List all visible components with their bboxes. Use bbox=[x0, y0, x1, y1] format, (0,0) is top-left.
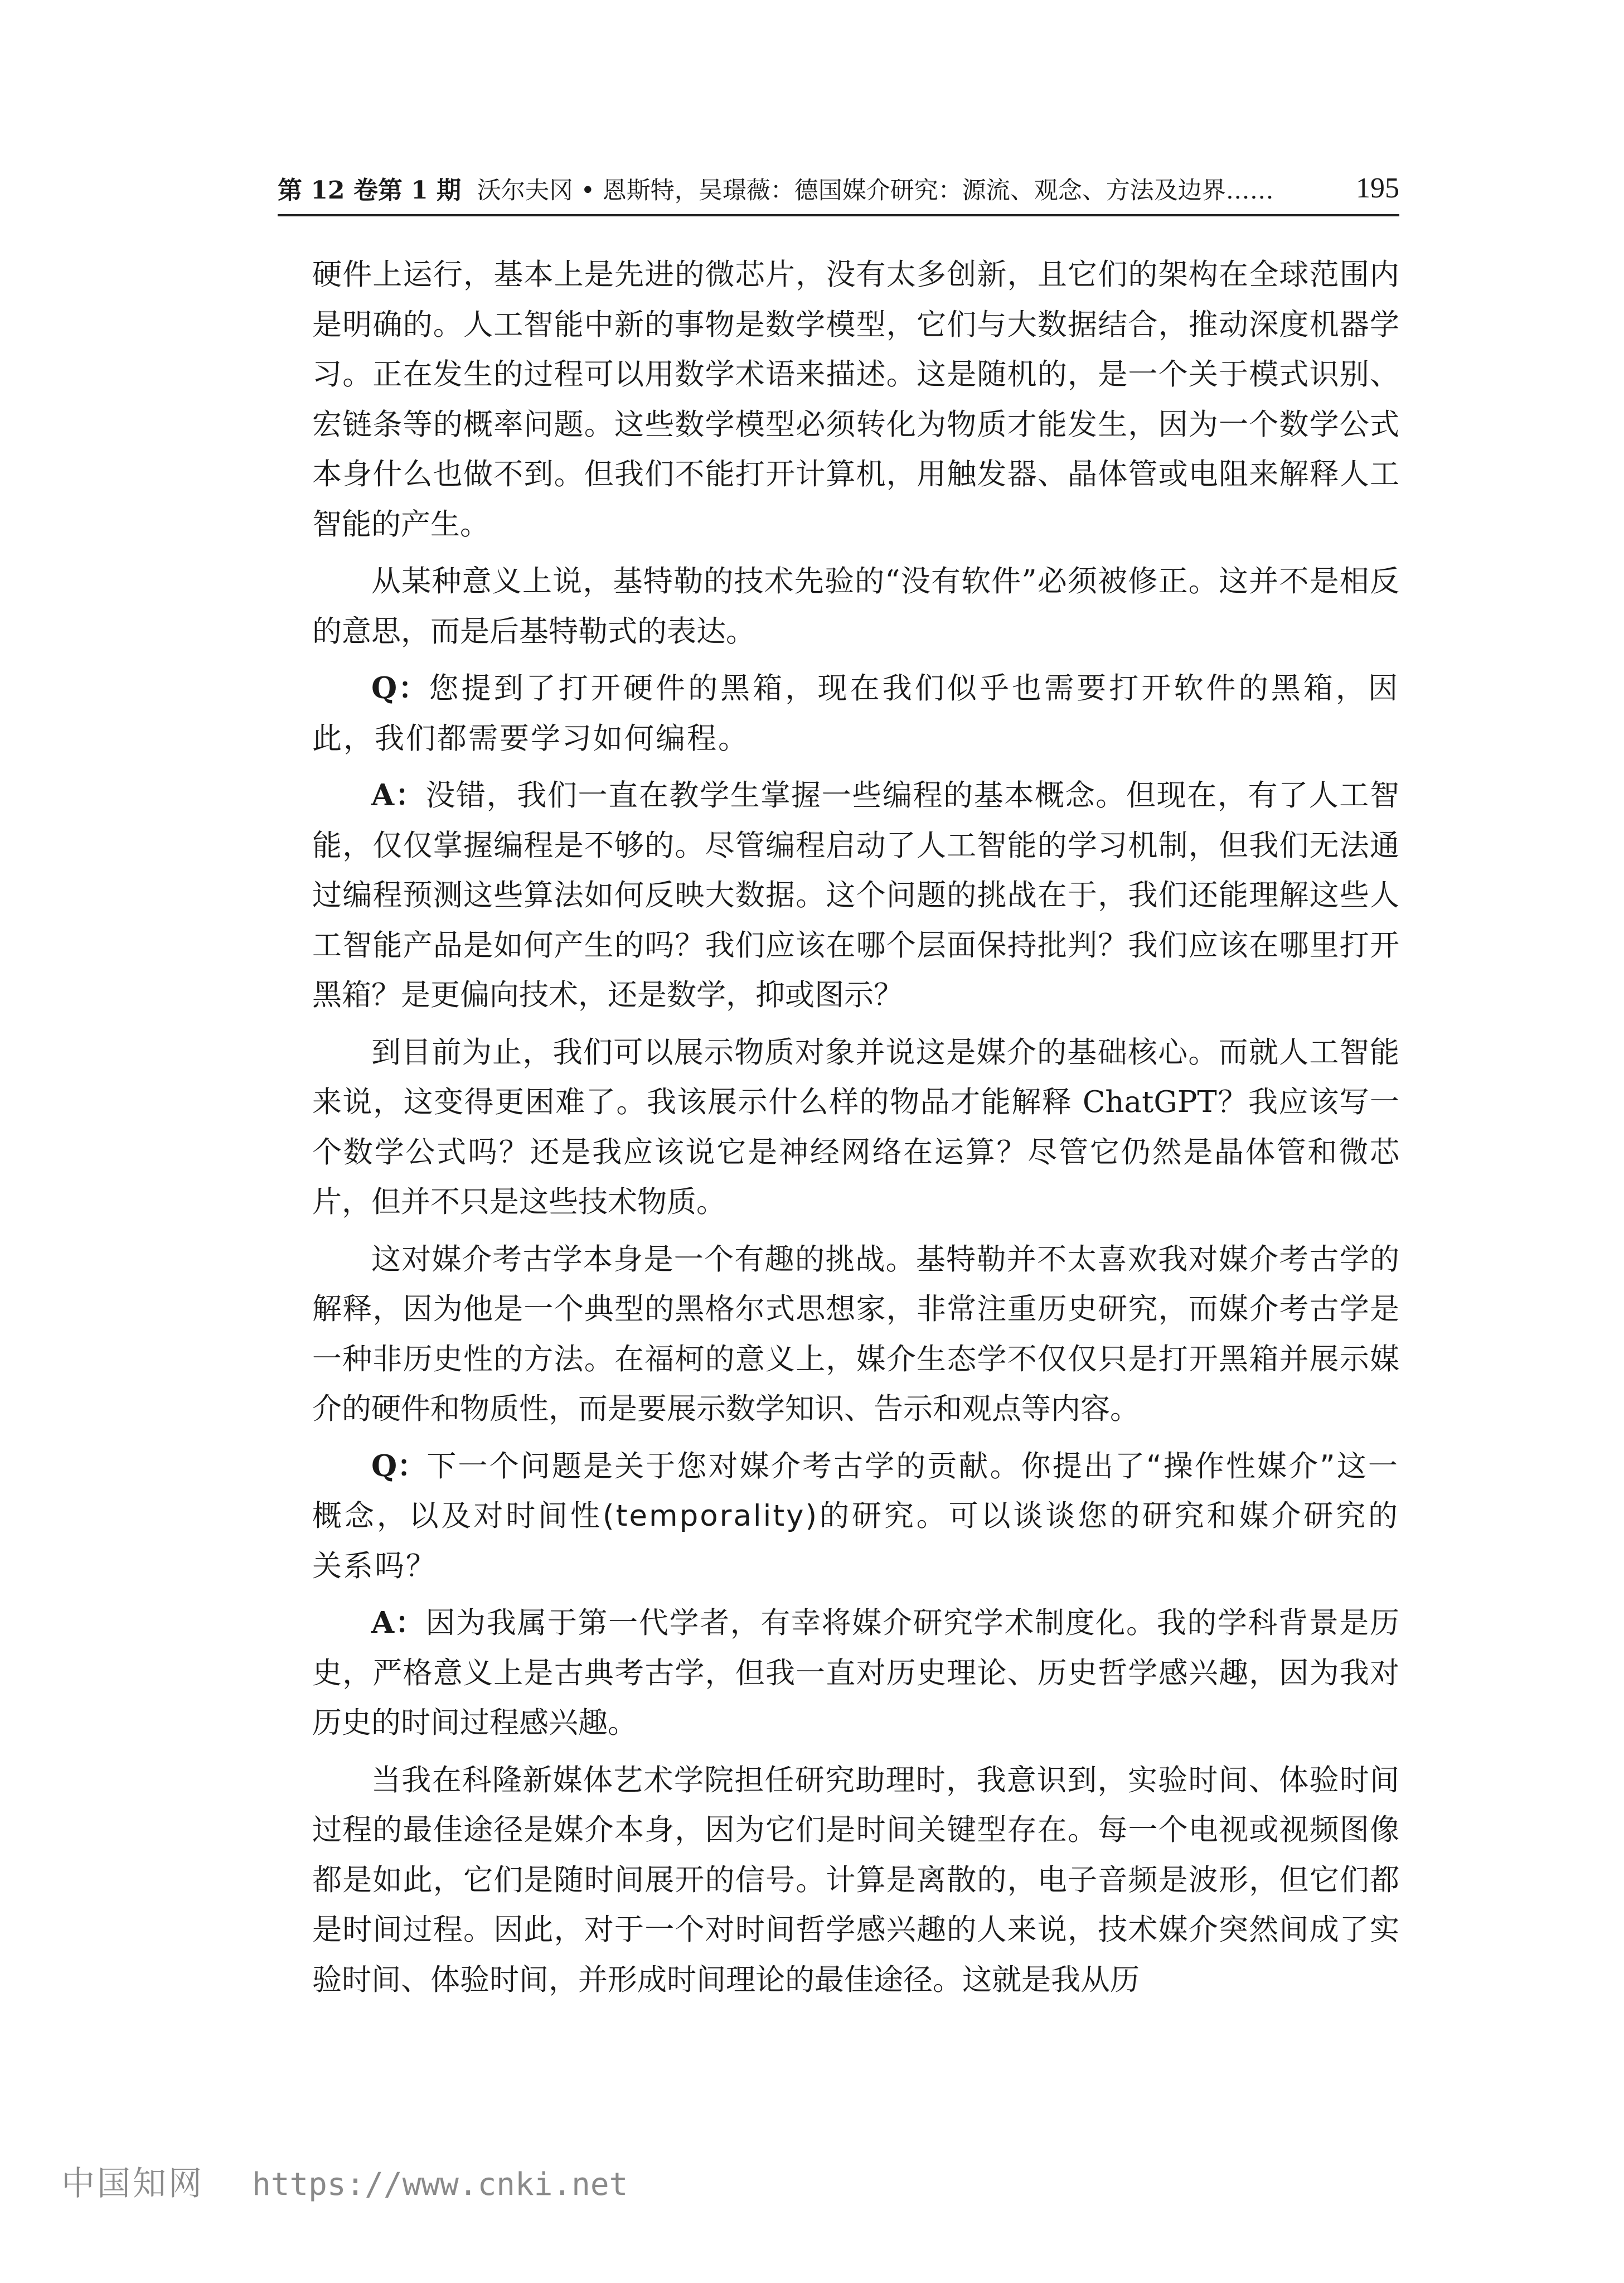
running-header bbox=[278, 167, 1399, 216]
paragraph bbox=[312, 557, 1399, 656]
paragraph-text: 当我在科隆新媒体艺术学院担任研究助理时，我意识到，实验时间、体验时间过程的最佳途径是媒介本身，因为它们是时间关键型存在。每一个电视或视频图像都是如此，它们是随时间展开的信号。计算是离散的，电子音频是波形，但它们都是时间过程。因此，对于一个对时间哲学感兴趣的人来说，技术媒介突然间成了实验时间、体验时间，并形成时间理论的最佳途径。这就是我从历 bbox=[312, 1763, 1399, 1997]
article-running-title: 沃尔夫冈 • 恩斯特，吴璟薇：德国媒介研究：源流、观念、方法及边界…… bbox=[477, 177, 1274, 205]
cnki-url[interactable]: https://www.cnki.net bbox=[252, 2166, 628, 2203]
answer-text: 没错，我们一直在教学生掌握一些编程的基本概念。但现在，有了人工智能，仅仅掌握编程是不够的。尽管编程启动了人工智能的学习机制，但我们无法通过编程预测这些算法如何反映大数据。这个问题的挑战在于，我们还能理解这些人工智能产品是如何产生的吗？我们应该在哪个层面保持批判？我们应该在哪里打开黑箱？是更偏向技术，还是数学，抑或图示？ bbox=[312, 778, 1399, 1012]
answer-marker: A： bbox=[371, 1605, 426, 1640]
question-text: 下一个问题是关于您对媒介考古学的贡献。你提出了“操作性媒介”这一概念，以及对时间性(temporality)的研究。可以谈谈您的研究和媒介研究的关系吗？ bbox=[312, 1449, 1399, 1583]
answer-paragraph bbox=[312, 771, 1399, 1020]
question-paragraph bbox=[312, 664, 1399, 763]
question-paragraph bbox=[312, 1442, 1399, 1592]
article-body bbox=[312, 250, 1399, 2012]
page-number: 195 bbox=[1356, 172, 1399, 204]
paragraph bbox=[312, 1235, 1399, 1434]
question-text: 您提到了打开硬件的黑箱，现在我们似乎也需要打开软件的黑箱，因此，我们都需要学习如何编程。 bbox=[312, 671, 1400, 756]
paragraph-text: 硬件上运行，基本上是先进的微芯片，没有太多创新，且它们的架构在全球范围内是明确的。人工智能中新的事物是数学模型，它们与大数据结合，推动深度机器学习。正在发生的过程可以用数学术语来描述。这是随机的，是一个关于模式识别、宏链条等的概率问题。这些数学模型必须转化为物质才能发生，因为一个数学公式本身什么也做不到。但我们不能打开计算机，用触发器、晶体管或电阻来解释人工智能的产生。 bbox=[312, 258, 1399, 541]
paragraph-text: 从某种意义上说，基特勒的技术先验的“没有软件”必须被修正。这并不是相反的意思，而是后基特勒式的表达。 bbox=[312, 564, 1399, 649]
paragraph bbox=[312, 1755, 1399, 2005]
answer-paragraph bbox=[312, 1598, 1399, 1748]
question-marker: Q： bbox=[371, 671, 429, 705]
paragraph-text: 到目前为止，我们可以展示物质对象并说这是媒介的基础核心。而就人工智能来说，这变得更困难了。我该展示什么样的物品才能解释 ChatGPT？我应该写一个数学公式吗？还是我应该说它是神经网络在运算？尽管它仍然是晶体管和微芯片，但并不只是这些技术物质。 bbox=[312, 1035, 1399, 1219]
question-marker: Q： bbox=[371, 1448, 427, 1483]
cnki-watermark bbox=[61, 2161, 628, 2206]
journal-issue: 第 12 卷第 1 期 bbox=[278, 176, 462, 205]
cnki-logo-text: 中国知网 bbox=[61, 2164, 204, 2203]
answer-text: 因为我属于第一代学者，有幸将媒介研究学术制度化。我的学科背景是历史，严格意义上是古典考古学，但我一直对历史理论、历史哲学感兴趣，因为我对历史的时间过程感兴趣。 bbox=[312, 1606, 1399, 1740]
answer-marker: A： bbox=[371, 778, 426, 812]
paragraph-text: 这对媒介考古学本身是一个有趣的挑战。基特勒并不太喜欢我对媒介考古学的解释，因为他是一个典型的黑格尔式思想家，非常注重历史研究，而媒介考古学是一种非历史性的方法。在福柯的意义上，媒介生态学不仅仅只是打开黑箱并展示媒介的硬件和物质性，而是要展示数学知识、告示和观点等内容。 bbox=[312, 1242, 1399, 1426]
paragraph bbox=[312, 1028, 1399, 1227]
paragraph bbox=[312, 250, 1399, 549]
